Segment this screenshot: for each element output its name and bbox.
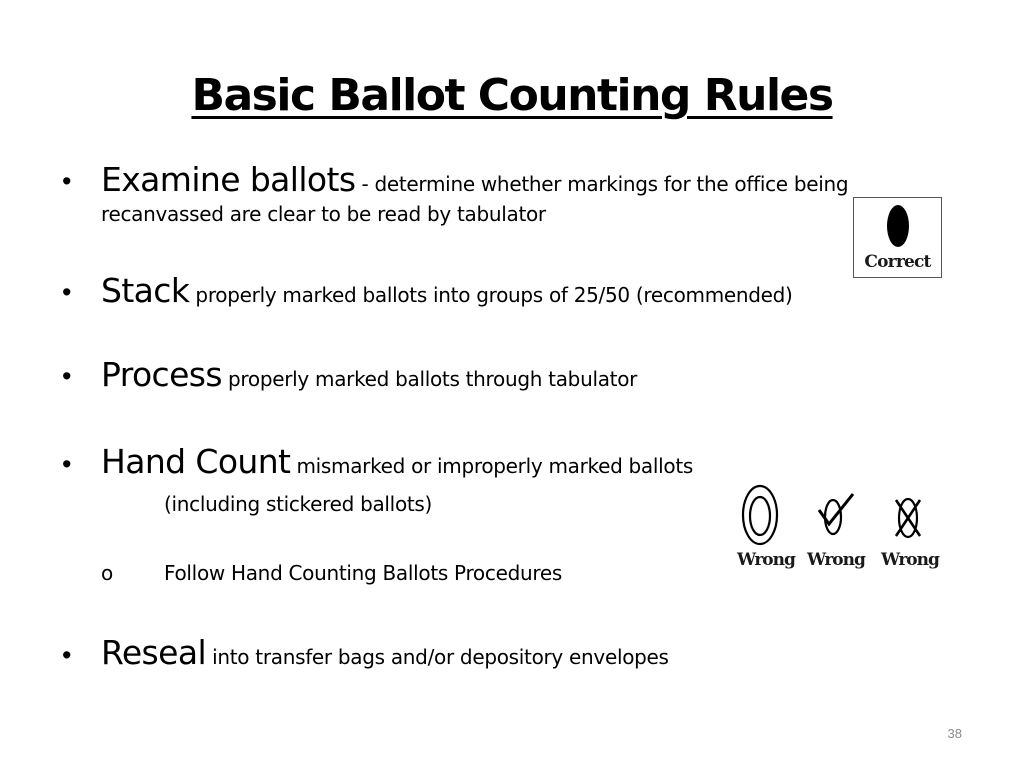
bullet-keyword-examine: Examine ballots	[101, 160, 356, 199]
wrong-caption-3: Wrong	[881, 550, 939, 570]
sub-bullet-text: Follow Hand Counting Ballots Procedures	[164, 561, 562, 585]
bullet-marker-process: •	[62, 361, 72, 391]
bullet-description-stack: properly marked ballots into groups of 25/50 (recommended)	[189, 283, 793, 307]
bullet-reseal	[101, 633, 669, 672]
correct-marking-example	[853, 197, 942, 278]
correct-caption: Correct	[864, 252, 931, 272]
bullet-marker-stack: •	[62, 277, 72, 307]
bullet-stack	[101, 271, 793, 310]
bullet-keyword-stack: Stack	[101, 271, 190, 310]
bullet-marker-examine: •	[62, 166, 72, 196]
bullet-keyword-hand-count: Hand Count	[101, 442, 291, 481]
bullet-description-process: properly marked ballots through tabulator	[221, 367, 638, 391]
bullet-hand-count	[101, 442, 693, 481]
bullet-process	[101, 355, 637, 394]
circled-oval-icon	[743, 486, 777, 544]
bullet-continuation-examine: recanvassed are clear to be read by tabulator	[101, 202, 546, 226]
bullet-examine	[101, 160, 848, 199]
bullet-description-reseal: into transfer bags and/or depository envelopes	[206, 645, 669, 669]
checked-oval-icon	[819, 494, 853, 534]
bullet-marker-reseal: •	[62, 640, 72, 670]
bullet-description-hand-count: mismarked or improperly marked ballots	[290, 454, 693, 478]
sub-bullet-marker: o	[101, 561, 114, 585]
bullet-keyword-reseal: Reseal	[101, 633, 207, 672]
crossed-oval-icon	[896, 499, 920, 537]
slide-title-text: Basic Ballot Counting Rules	[191, 70, 833, 121]
slide-title	[0, 66, 1024, 126]
bullet-keyword-process: Process	[101, 355, 222, 394]
page-number: 38	[947, 726, 962, 741]
wrong-caption-2: Wrong	[807, 550, 865, 570]
wrong-marking-examples	[733, 480, 937, 580]
bullet-marker-hand-count: •	[62, 449, 72, 479]
bullet-description-examine: - determine whether markings for the office being	[355, 172, 849, 196]
bullet-continuation-hand-count: (including stickered ballots)	[164, 492, 433, 516]
wrong-caption-1: Wrong	[737, 550, 795, 570]
